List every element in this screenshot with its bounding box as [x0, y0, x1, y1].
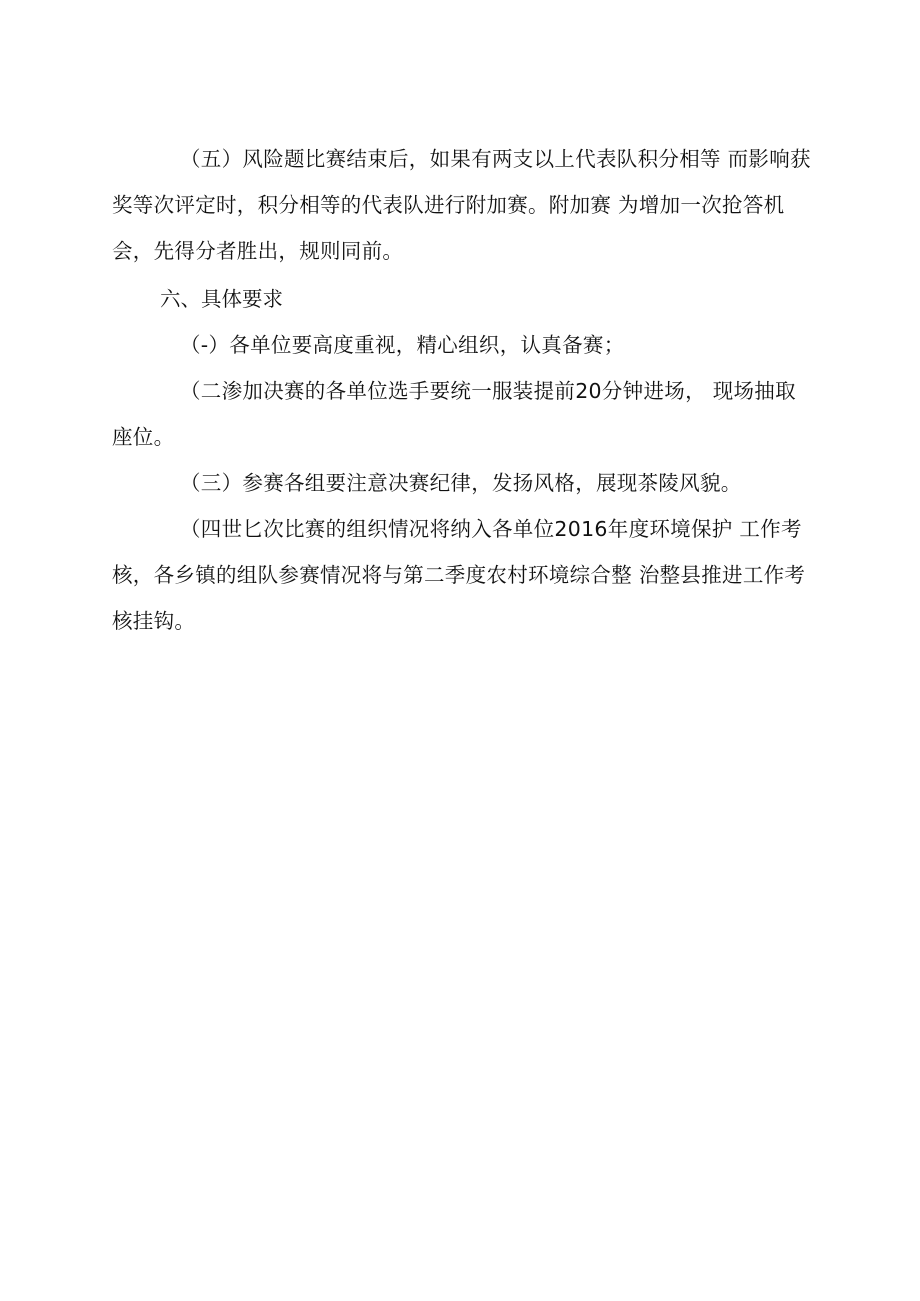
paragraph-requirement-3: （三）参赛各组要注意决赛纪律，发扬风格，展现茶陵风貌。 [180, 471, 742, 495]
paragraph-requirement-2: （二渗加决赛的各单位选手要统一服装提前20分钟进场， 现场抽取座位。 [112, 379, 796, 449]
paragraph-tiebreak-rules: （五）风险题比赛结束后，如果有两支以上代表队积分相等 而影响获奖等次评定时，积分相等的代表队进行附加赛。附加赛 为增加一次抢答机会，先得分者胜出，规则同前。 [112, 147, 811, 263]
section-heading-requirements: 六、具体要求 [160, 287, 283, 311]
paragraph-requirement-1: （-）各单位要高度重视，精心组织，认真备赛； [180, 333, 625, 357]
paragraph-requirement-4: （四世匕次比赛的组织情况将纳入各单位2016年度环境保护 工作考核，各乡镇的组队参赛情况将与第二季度农村环境综合整 治整县推进工作考核挂钩。 [112, 517, 806, 633]
